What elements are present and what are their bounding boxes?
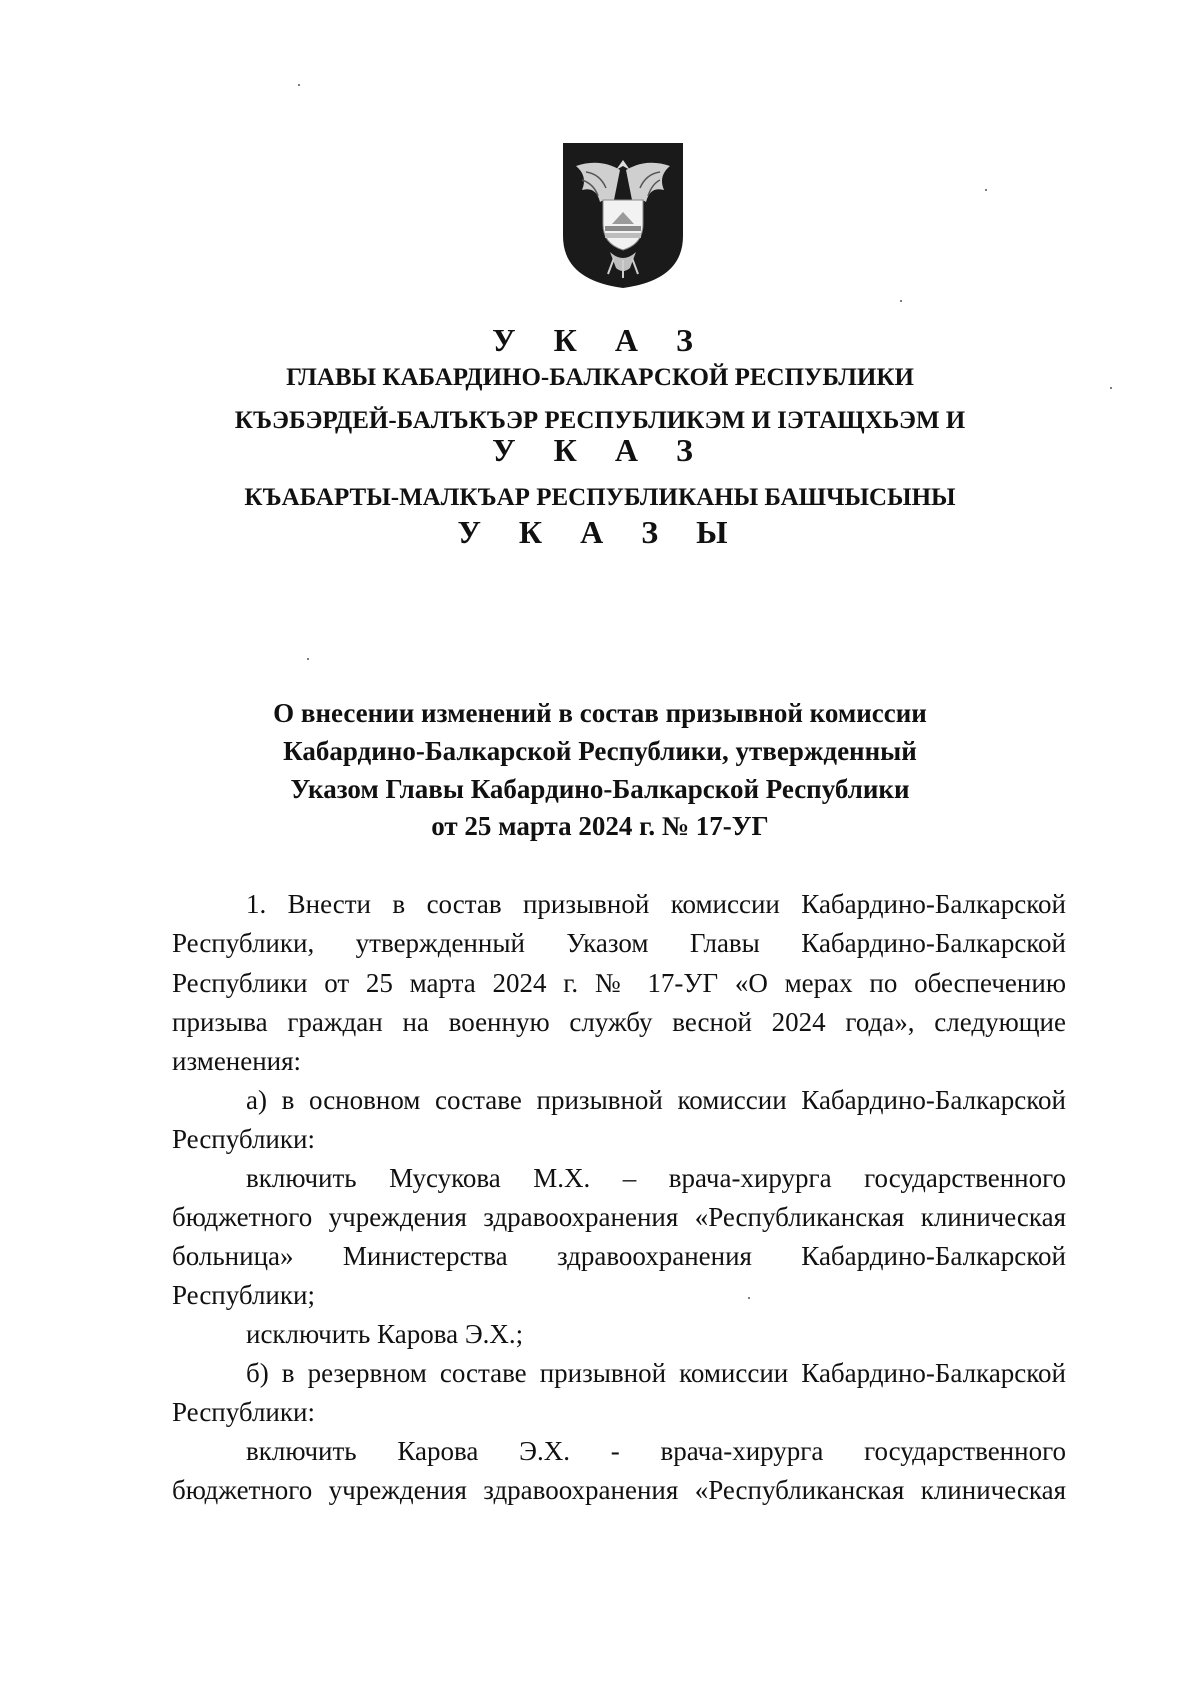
body-text-line: Республики: xyxy=(172,1124,315,1154)
body-text-line: б) в резервном составе призывной комиссии Кабардино-Балкарской xyxy=(246,1358,1066,1388)
decree-title-line: Указом Главы Кабардино-Балкарской Республики xyxy=(290,774,910,804)
issuer-russian: ГЛАВЫ КАБАРДИНО-БАЛКАРСКОЙ РЕСПУБЛИКИ xyxy=(286,364,914,391)
scan-speck xyxy=(748,1297,750,1299)
body-text-line: Республики, утвержденный Указом Главы Кабардино-Балкарской xyxy=(172,928,1066,958)
body-text-line: призыва граждан на военную службу весной 2024 года», следующие xyxy=(172,1007,1066,1037)
scan-speck xyxy=(985,189,987,191)
body-text-line: включить Мусукова М.Х. – врача-хирурга государственного xyxy=(246,1163,1066,1193)
body-text-line: бюджетного учреждения здравоохранения «Республиканская клиническая xyxy=(172,1475,1066,1505)
issuer-kabardian: КЪЭБЭРДЕЙ-БАЛЪКЪЭР РЕСПУБЛИКЭМ И IЭТАЩХЬЭМ И xyxy=(234,407,966,434)
body-text-line: Республики от 25 марта 2024 г. № 17-УГ «О мерах по обеспечению xyxy=(172,968,1066,998)
decree-title-line: О внесении изменений в состав призывной комиссии xyxy=(273,698,927,728)
issuer-balkar: КЪАБАРТЫ-МАЛКЪАР РЕСПУБЛИКАНЫ БАШЧЫСЫНЫ xyxy=(244,484,956,511)
body-text-line: Республики: xyxy=(172,1397,315,1427)
body-text-line: а) в основном составе призывной комиссии Кабардино-Балкарской xyxy=(246,1085,1066,1115)
decree-title-line: Кабардино-Балкарской Республики, утвержденный xyxy=(283,736,917,766)
body-text-line: Республики; xyxy=(172,1280,315,1310)
decree-word-balkar: У К А З Ы xyxy=(457,514,743,550)
coat-of-arms-emblem xyxy=(560,140,686,290)
decree-title-line: от 25 марта 2024 г. № 17-УГ xyxy=(431,811,769,841)
body-text-line: 1. Внести в состав призывной комиссии Кабардино-Балкарской xyxy=(246,889,1066,919)
scan-speck xyxy=(1110,387,1112,389)
scan-speck xyxy=(298,84,300,86)
scan-speck xyxy=(307,658,309,660)
decree-word-russian: У К А З xyxy=(492,322,708,358)
body-text-line: больница» Министерства здравоохранения Кабардино-Балкарской xyxy=(172,1241,1066,1271)
body-text-line: изменения: xyxy=(172,1046,302,1076)
scan-speck xyxy=(900,300,902,302)
decree-word-kabardian: У К А З xyxy=(492,432,708,468)
body-text-line: исключить Карова Э.Х.; xyxy=(246,1319,524,1349)
body-text-line: бюджетного учреждения здравоохранения «Республиканская клиническая xyxy=(172,1202,1066,1232)
body-text-line: включить Карова Э.Х. - врача-хирурга государственного xyxy=(246,1436,1066,1466)
